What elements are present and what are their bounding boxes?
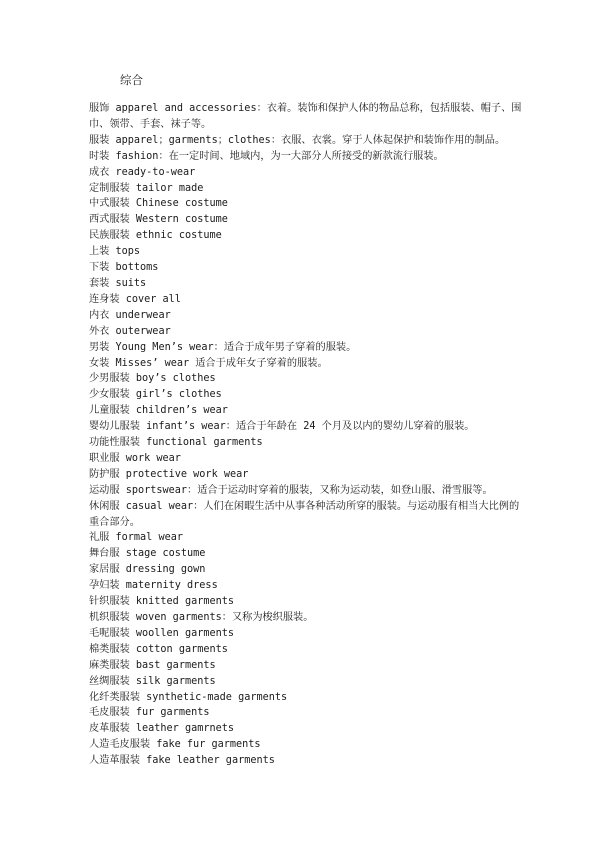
glossary-entry: 毛皮服装 fur garments <box>89 707 210 719</box>
glossary-entry: 功能性服装 functional garments <box>89 437 263 449</box>
glossary-entry: 男装 Young Men’s wear：适合于成年男子穿着的服装。 <box>89 341 357 353</box>
glossary-entry: 女装 Misses’ wear 适合于成年女子穿着的服装。 <box>89 357 328 369</box>
glossary-entry: 西式服装 Western costume <box>89 214 228 226</box>
glossary-entry: 毛呢服装 woollen garments <box>89 627 235 639</box>
glossary-entry: 连身装 cover all <box>89 293 181 305</box>
glossary-entry: 定制服装 tailor made <box>89 182 204 194</box>
glossary-entry: 少男服装 boy’s clothes <box>89 373 216 385</box>
glossary-entry: 中式服装 Chinese costume <box>89 198 228 210</box>
glossary-entry: 礼服 formal wear <box>89 532 183 544</box>
glossary-entry: 儿童服装 children’s wear <box>89 405 228 417</box>
glossary-list <box>89 101 523 769</box>
glossary-entry: 服饰 apparel and accessories：衣着。装饰和保护人体的物品总称，包括服装、帽子、围巾、领带、手套、袜子等。 <box>89 103 522 130</box>
glossary-entry: 内衣 underwear <box>89 309 171 321</box>
glossary-entry: 针织服装 knitted garments <box>89 596 235 608</box>
glossary-entry: 人造革服装 fake leather garments <box>89 755 275 767</box>
glossary-entry: 化纤类服装 synthetic-made garments <box>89 691 288 703</box>
glossary-entry: 机织服装 woven garments：又称为梭织服装。 <box>89 612 314 623</box>
glossary-entry: 休闲服 casual wear：人们在闲暇生活中从事各种活动所穿的服装。与运动服有相当大比例的重合部分。 <box>89 500 520 528</box>
glossary-entry: 服装 apparel；garments；clothes：衣服、衣裳。穿于人体起保护和装饰作用的制品。 <box>89 134 506 146</box>
glossary-entry: 家居服 dressing gown <box>89 564 206 576</box>
glossary-entry: 时装 fashion：在一定时间、地域内，为一大部分人所接受的新款流行服装。 <box>89 150 444 162</box>
glossary-entry: 下装 bottoms <box>89 262 159 274</box>
glossary-entry: 皮革服装 leather gamrnets <box>89 723 235 735</box>
glossary-entry: 职业服 work wear <box>89 452 181 464</box>
glossary-entry: 丝绸服装 silk garments <box>89 675 216 687</box>
glossary-entry: 民族服装 ethnic costume <box>89 230 222 242</box>
glossary-entry: 棉类服装 cotton garments <box>89 643 228 655</box>
glossary-entry: 舞台服 stage costume <box>89 548 206 560</box>
page-heading: 综合 <box>120 73 143 87</box>
glossary-entry: 运动服 sportswear：适合于运动时穿着的服装，又称为运动装，如登山服、滑雪服等。 <box>89 484 493 496</box>
glossary-entry: 婴幼儿服装 infant’s wear：适合于年龄在 24 个月及以内的婴幼儿穿着的服装。 <box>89 421 475 433</box>
glossary-entry: 成衣 ready-to-wear <box>89 166 196 178</box>
glossary-entry: 少女服装 girl’s clothes <box>89 389 222 401</box>
glossary-entry: 人造毛皮服装 fake fur garments <box>89 739 261 751</box>
glossary-entry: 孕妇装 maternity dress <box>89 580 218 592</box>
glossary-entry: 麻类服装 bast garments <box>89 659 216 671</box>
glossary-entry: 外衣 outerwear <box>89 325 171 337</box>
glossary-entry: 套装 suits <box>89 277 147 289</box>
glossary-entry: 防护服 protective work wear <box>89 468 249 480</box>
glossary-entry: 上装 tops <box>89 246 141 258</box>
